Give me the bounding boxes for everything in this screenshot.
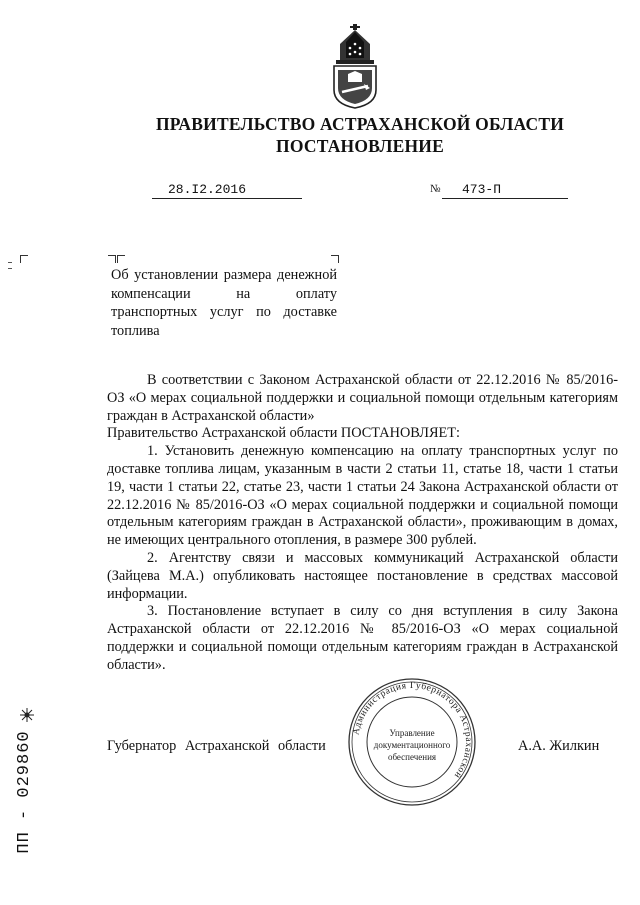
coat-of-arms-icon — [326, 22, 384, 110]
body-resolves: Правительство Астраханской области ПОСТАНОВЛЯЕТ: — [107, 425, 460, 442]
body-intro: В соответствии с Законом Астраханской области от 22.12.2016 № 85/2016-ОЗ «О мерах социальной поддержки и социальной помощи отдельным категориям граждан в Астраханской области» — [107, 372, 618, 424]
document-body — [107, 372, 618, 675]
margin-tick — [8, 262, 12, 263]
document-subject: Об установлении размера денежной компенсации на оплату транспортных услуг по доставке топлива — [111, 267, 337, 339]
document-number: 473-П — [462, 182, 502, 197]
subject-corner-mark — [117, 255, 125, 263]
number-sign: № — [430, 183, 441, 195]
stamp-ring-text: Администрация Губернатора Астраханской — [351, 680, 474, 781]
body-item-1: 1. Установить денежную компенсацию на оплату транспортных услуг по доставке топлива лицам, указанным в части 2 статьи 11, статье 18, части 1 статьи 19, части 1 статьи 22, статье 23, части 1 статьи 24 Закона Астраханской области от 22.12.2016 № 85/2016-ОЗ «О мерах социальной поддержки и социальной помощи отдельным категориям граждан в Астраханской области», проживающим в домах, не имеющих центрального отопления, в размере 300 рублей. — [107, 443, 618, 549]
subject-corner-mark — [108, 255, 116, 263]
stamp-line-1: Управление — [389, 728, 435, 738]
document-type: ПОСТАНОВЛЕНИЕ — [276, 136, 444, 156]
body-item-3: 3. Постановление вступает в силу со дня вступления в силу Закона Астраханской области от 22.12.2016 № 85/2016-ОЗ «О мерах социальной поддержки и социальной помощи отдельным категориям граждан в Астраханской области». — [107, 603, 618, 673]
form-serial-number: ПП - 029860 — [15, 730, 34, 854]
signer-name: А.А. Жилкин — [518, 738, 600, 754]
serial-container — [12, 712, 42, 877]
stamp-line-2: документационного — [373, 740, 451, 750]
signer-title: Губернатор Астраханской области — [107, 738, 326, 754]
date-underline — [152, 198, 302, 199]
margin-tick — [8, 268, 12, 269]
number-underline — [442, 198, 568, 199]
subject-corner-mark — [331, 255, 339, 263]
body-item-2: 2. Агентству связи и массовых коммуникаций Астраханской области (Зайцева М.А.) опубликовать настоящее постановление в средствах массовой информации. — [107, 549, 618, 602]
official-stamp — [346, 676, 478, 808]
margin-corner-mark — [20, 255, 28, 263]
document-date: 28.I2.2016 — [168, 182, 247, 197]
stamp-line-3: обеспечения — [387, 752, 437, 762]
government-title: ПРАВИТЕЛЬСТВО АСТРАХАНСКОЙ ОБЛАСТИ — [155, 114, 565, 134]
